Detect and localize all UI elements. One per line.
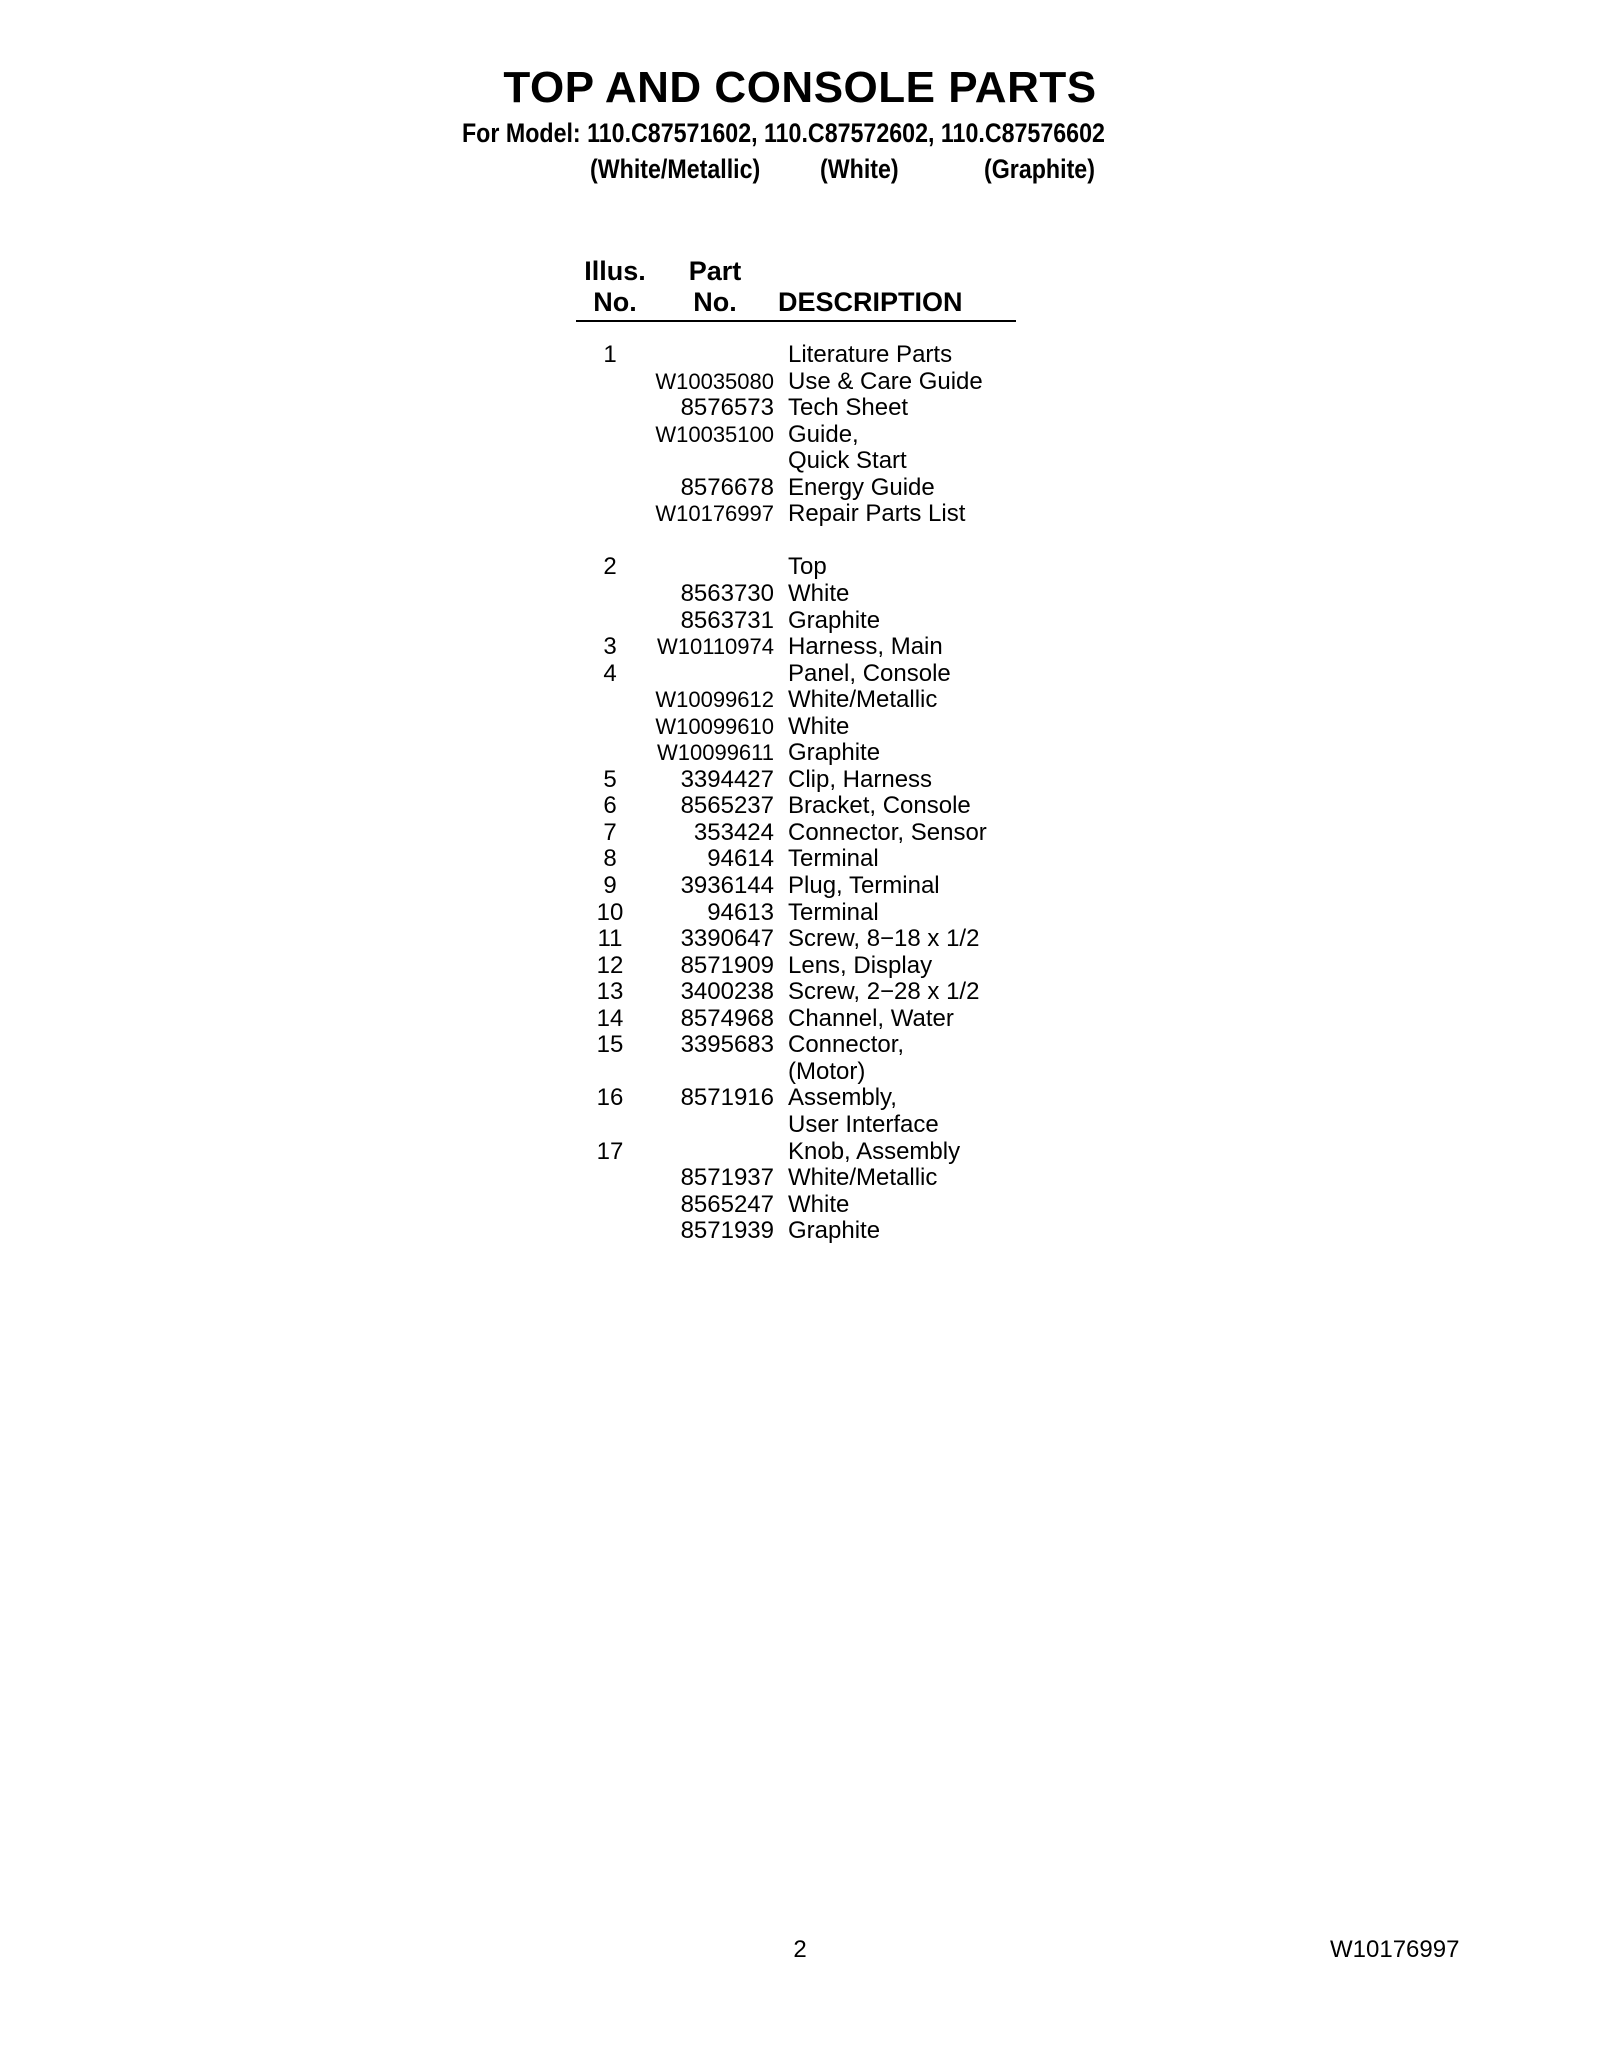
variant-white-metallic: (White/Metallic): [590, 154, 761, 184]
part-number: 3400238: [680, 978, 774, 1006]
document-number: W10176997: [1330, 1936, 1460, 1963]
part-description: Lens, Display: [788, 951, 933, 979]
part-description: (Motor): [788, 1057, 866, 1085]
part-description: Tech Sheet: [788, 394, 909, 422]
part-number: W10110974: [656, 634, 774, 660]
part-description: Literature Parts: [788, 341, 953, 368]
page-title: TOP AND CONSOLE PARTS: [503, 63, 1097, 112]
part-number: 8571939: [680, 1217, 774, 1245]
variant-white: (White): [820, 154, 899, 184]
illus-number: 14: [596, 1004, 624, 1032]
illus-number: 16: [596, 1084, 624, 1112]
illus-number: 2: [603, 553, 617, 581]
illus-number: 1: [603, 341, 617, 368]
part-number: 94613: [707, 898, 774, 926]
part-description: Connector, Sensor: [788, 818, 987, 846]
part-number: 94614: [707, 845, 774, 873]
part-description: Clip, Harness: [788, 765, 933, 793]
header-part-bottom: No.: [693, 287, 737, 317]
illus-number: 8: [603, 845, 617, 873]
illus-number: 11: [597, 925, 623, 953]
illus-number: 3: [603, 633, 617, 661]
variant-graphite: (Graphite): [984, 154, 1095, 184]
part-number: W10099610: [655, 713, 774, 739]
part-description: Screw, 2−28 x 1/2: [788, 978, 980, 1006]
part-description: Quick Start: [788, 447, 907, 475]
part-number: 8571916: [680, 1084, 774, 1112]
part-description: White: [788, 579, 850, 607]
illus-number: 5: [603, 765, 617, 793]
part-number: 8563730: [680, 579, 774, 607]
part-description: Harness, Main: [788, 633, 943, 661]
part-number: W10035080: [655, 368, 774, 394]
part-description: Knob, Assembly: [788, 1137, 961, 1165]
part-number: 8576573: [680, 394, 774, 422]
part-description: Plug, Terminal: [788, 872, 940, 899]
model-subtitle: For Model: 110.C87571602, 110.C87572602, 110.C87576602: [462, 118, 1105, 148]
part-number: 8574968: [680, 1004, 774, 1032]
header-illus-top: Illus.: [584, 256, 646, 286]
part-description: Panel, Console: [788, 659, 951, 687]
part-description: White: [788, 1190, 850, 1218]
illus-number: 4: [603, 659, 617, 687]
illus-number: 17: [596, 1137, 624, 1165]
illus-number: 7: [603, 818, 617, 846]
header-part-top: Part: [688, 256, 742, 286]
part-number: 3394427: [680, 765, 774, 793]
part-number: 8563731: [680, 606, 774, 634]
part-number: W10099612: [655, 687, 774, 713]
part-number: 3936144: [680, 872, 774, 899]
part-number: 353424: [693, 818, 774, 846]
part-description: White/Metallic: [788, 686, 938, 714]
part-description: Channel, Water: [788, 1004, 954, 1032]
part-number: W10035100: [655, 421, 774, 447]
part-number: 3395683: [680, 1031, 774, 1059]
part-description: Connector,: [788, 1031, 905, 1059]
part-description: Terminal: [788, 898, 879, 926]
illus-number: 15: [596, 1031, 624, 1059]
part-description: Use & Care Guide: [788, 367, 983, 395]
part-number: 3390647: [680, 925, 774, 953]
part-description: Energy Guide: [788, 473, 935, 501]
illus-number: 12: [596, 951, 624, 979]
part-description: Bracket, Console: [788, 792, 971, 820]
part-description: Assembly,: [788, 1084, 897, 1112]
part-number: 8571909: [680, 951, 774, 979]
page-number: 2: [793, 1936, 807, 1963]
part-description: User Interface: [788, 1110, 939, 1138]
part-description: Graphite: [788, 606, 881, 634]
part-description: Screw, 8−18 x 1/2: [788, 925, 980, 953]
part-description: Guide,: [788, 420, 859, 448]
part-description: Graphite: [788, 739, 881, 767]
illus-number: 9: [603, 872, 617, 899]
illus-number: 10: [596, 898, 624, 926]
part-number: 8565237: [680, 792, 774, 820]
part-description: Repair Parts List: [788, 500, 966, 528]
part-number: 8571937: [680, 1164, 774, 1192]
illus-number: 6: [603, 792, 617, 820]
part-number: W10176997: [655, 501, 774, 527]
header-description: DESCRIPTION: [778, 287, 963, 317]
part-number: W10099611: [656, 740, 774, 766]
header-rule: [576, 320, 1016, 322]
part-description: White/Metallic: [788, 1164, 938, 1192]
header-illus-bottom: No.: [593, 287, 637, 317]
part-description: Terminal: [788, 845, 879, 873]
part-number: 8565247: [680, 1190, 774, 1218]
part-number: 8576678: [680, 473, 774, 501]
part-description: White: [788, 712, 850, 740]
part-description: Graphite: [788, 1217, 881, 1245]
part-description: Top: [788, 553, 827, 581]
illus-number: 13: [596, 978, 624, 1006]
